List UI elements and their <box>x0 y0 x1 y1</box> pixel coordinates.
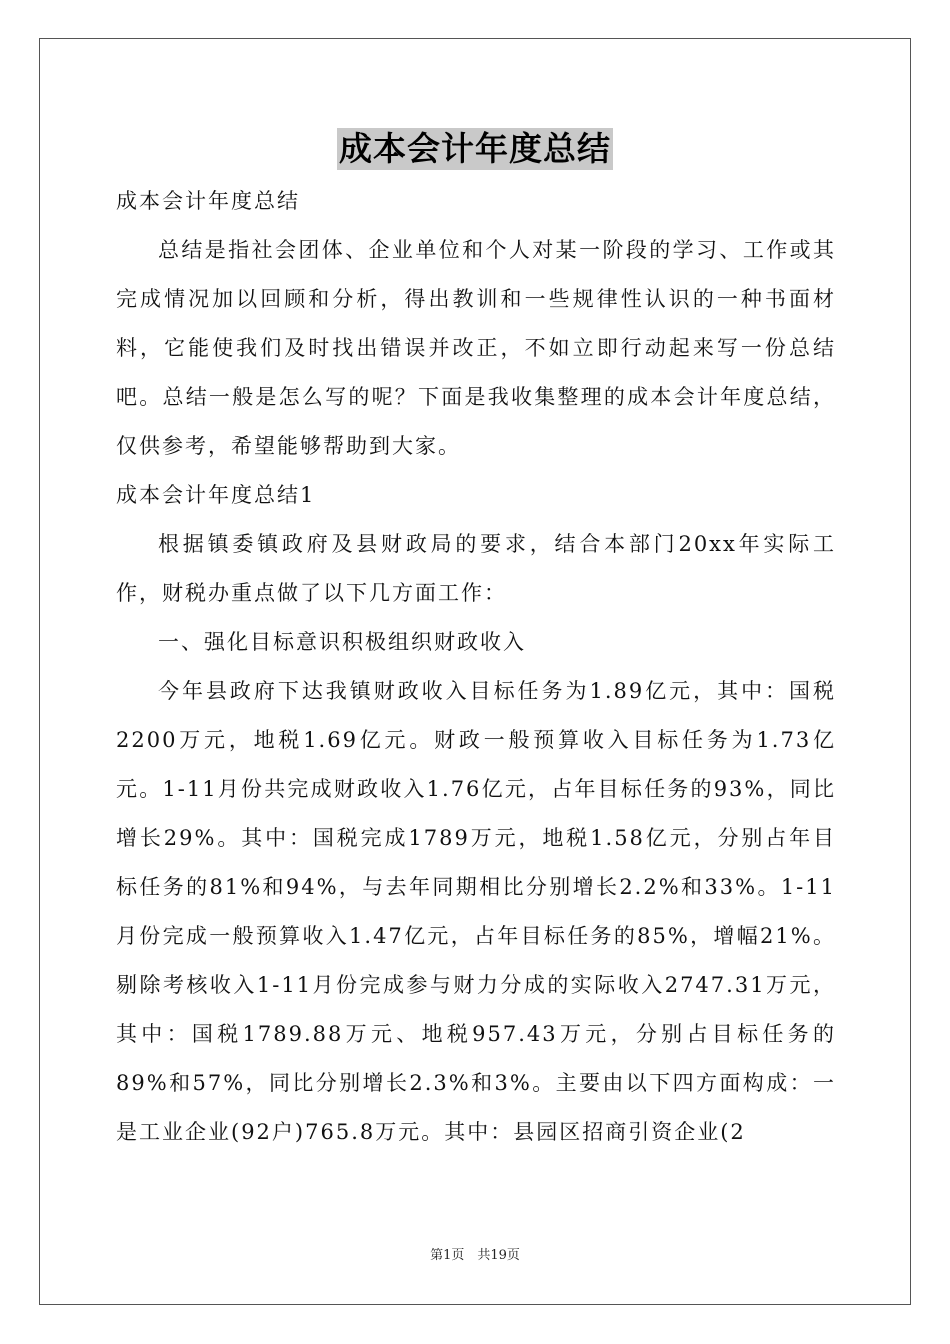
document-body <box>116 177 836 1157</box>
title-container <box>0 128 950 170</box>
body-paragraph: 今年县政府下达我镇财政收入目标任务为1.89亿元，其中：国税2200万元，地税1.69亿元。财政一般预算收入目标任务为1.73亿元。1-11月份共完成财政收入1.76亿元，占年目标任务的93%，同比增长29%。其中：国税完成1789万元，地税1.58亿元，分别占年目标任务的81%和94%，与去年同期相比分别增长2.2%和33%。1-11月份完成一般预算收入1.47亿元，占年目标任务的85%，增幅21%。剔除考核收入1-11月份完成参与财力分成的实际收入2747.31万元，其中：国税1789.88万元、地税957.43万元，分别占目标任务的89%和57%，同比分别增长2.3%和3%。主要由以下四方面构成：一是工业企业(92户)765.8万元。其中：县园区招商引资企业(2 <box>116 679 836 1144</box>
body-paragraph: 根据镇委镇政府及县财政局的要求，结合本部门20xx年实际工作，财税办重点做了以下几方面工作： <box>116 532 836 605</box>
subtitle-paragraph: 成本会计年度总结 <box>116 189 300 213</box>
document-title: 成本会计年度总结 <box>339 129 611 168</box>
subsection-heading: 一、强化目标意识积极组织财政收入 <box>158 630 526 654</box>
page-footer: 第1页 共19页 <box>430 1248 520 1263</box>
intro-paragraph: 总结是指社会团体、企业单位和个人对某一阶段的学习、工作或其完成情况加以回顾和分析，得出教训和一些规律性认识的一种书面材料，它能使我们及时找出错误并改正，不如立即行动起来写一份总结吧。总结一般是怎么写的呢？下面是我收集整理的成本会计年度总结，仅供参考，希望能够帮助到大家。 <box>116 238 836 458</box>
section-heading: 成本会计年度总结1 <box>116 483 316 507</box>
